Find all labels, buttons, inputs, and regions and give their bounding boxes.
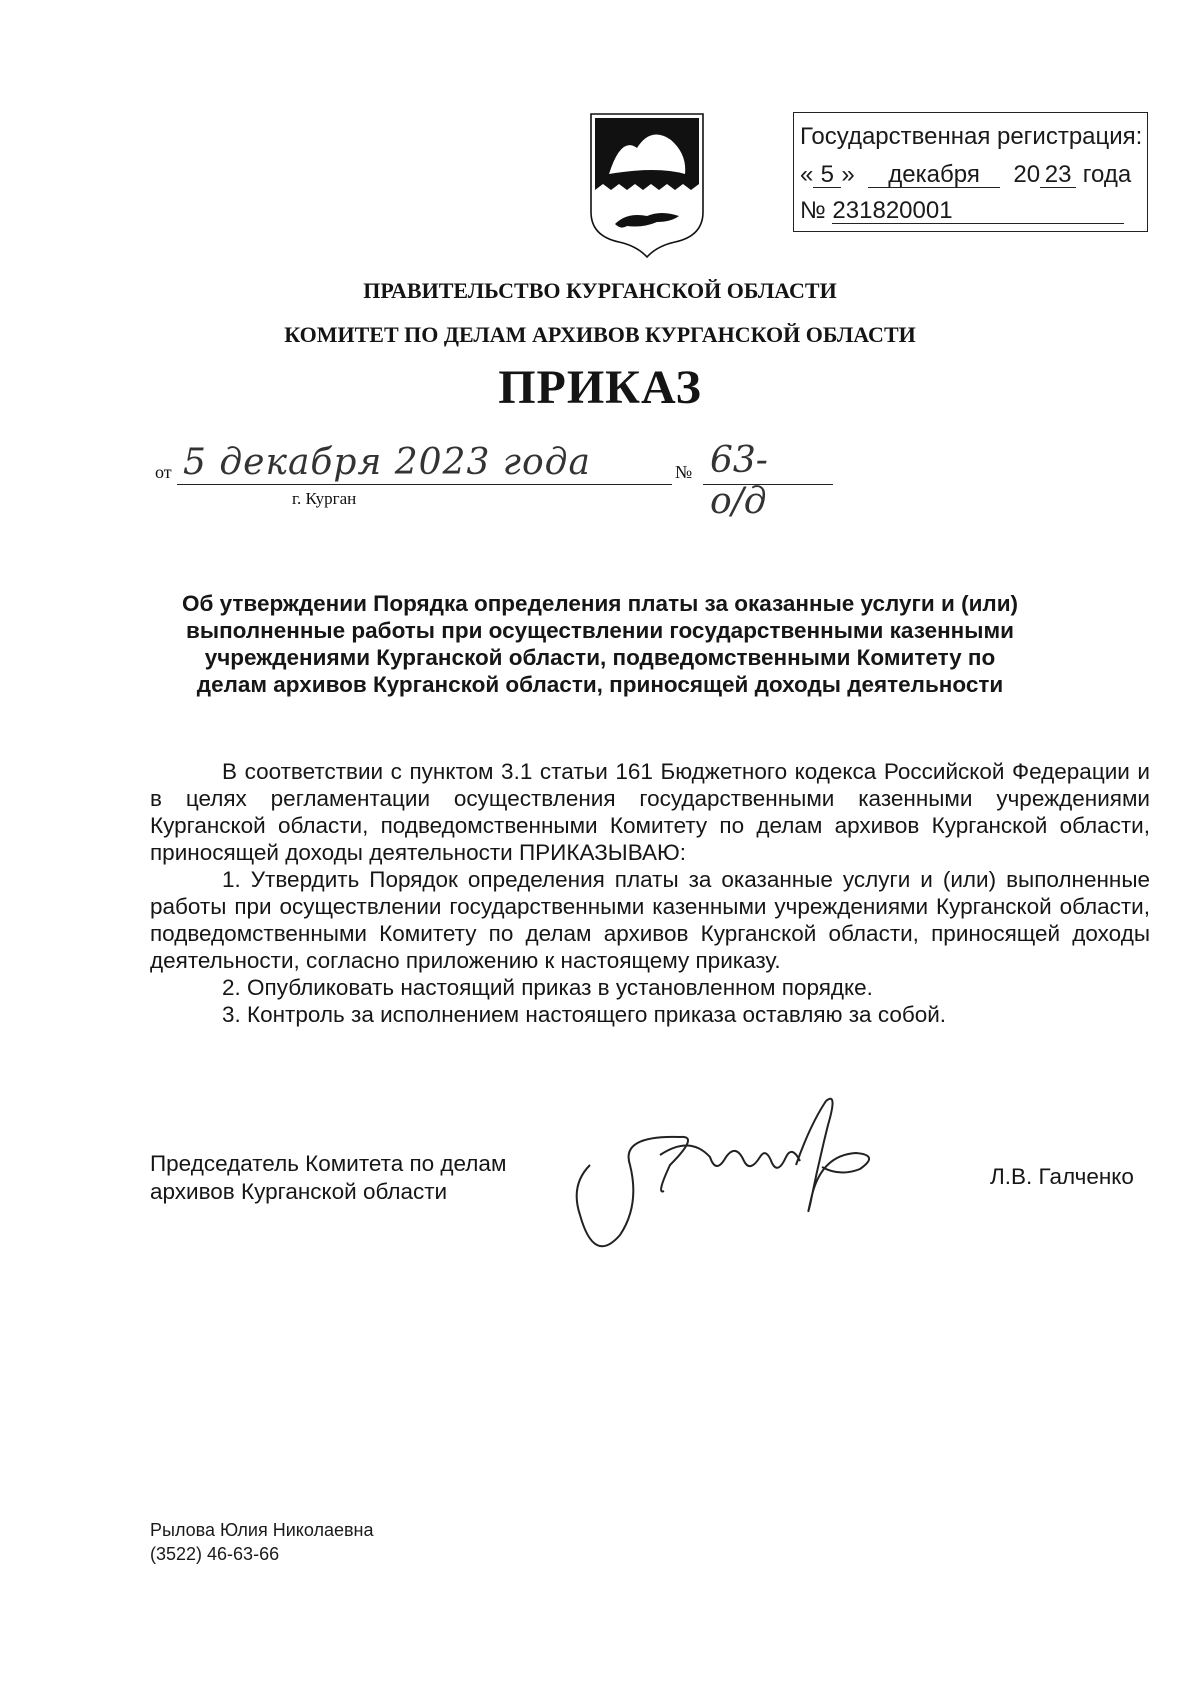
close-quote: » (841, 161, 855, 188)
position-line-2: архивов Курганской области (150, 1179, 448, 1204)
signatory-name: Л.В. Галченко (990, 1164, 1134, 1189)
registration-day: 5 (813, 162, 841, 188)
registration-month: декабря (868, 162, 1000, 188)
handwritten-date: 5 декабря 2023 года (183, 442, 591, 483)
registration-year-suffix: 23 (1040, 162, 1076, 188)
from-label: от (155, 462, 172, 482)
city-label: г. Курган (292, 489, 357, 508)
position-line-1: Председатель Комитета по делам (150, 1151, 507, 1176)
order-item-1: 1. Утвердить Порядок определения платы за оказанные услуги и (или) выполненные работы при осуществлении государственными казенными учреждениями Курганской области, подведомственными Комитету по делам архивов Курганской области, приносящей доходы деятельности, согласно приложению к настоящему приказу. (150, 867, 1150, 973)
registration-number (800, 197, 1124, 225)
order-item-2: 2. Опубликовать настоящий приказ в установленном порядке. (222, 975, 873, 1000)
coat-of-arms-emblem (587, 112, 707, 258)
open-quote: « (800, 161, 814, 188)
government-heading: ПРАВИТЕЛЬСТВО КУРГАНСКОЙ ОБЛАСТИ (363, 278, 837, 303)
registration-year-prefix: 20 (1013, 161, 1041, 188)
order-item-3: 3. Контроль за исполнением настоящего приказа оставляю за собой. (222, 1002, 947, 1027)
executor-info (150, 1518, 374, 1566)
registration-date (800, 161, 1131, 189)
order-title: Об утверждении Порядка определения платы за оказанные услуги и (или) выполненные работы при осуществлении государственными казенными учреждениями Курганской области, подведомственными Комитету по делам архивов Курганской области, приносящей доходы деятельности (181, 591, 1019, 697)
executor-phone: (3522) 46-63-66 (150, 1544, 280, 1564)
order-date-line (155, 440, 768, 522)
signatory-position (150, 1150, 506, 1206)
committee-heading: КОМИТЕТ ПО ДЕЛАМ АРХИВОВ КУРГАНСКОЙ ОБЛАСТИ (284, 322, 916, 347)
registration-label: Государственная регистрация: (800, 123, 1143, 150)
handwritten-signature (560, 1095, 880, 1265)
registration-box (793, 112, 1148, 232)
document-type-title: ПРИКАЗ (498, 361, 702, 414)
order-body (150, 758, 1150, 1028)
number-label: № (675, 462, 693, 482)
executor-name: Рылова Юлия Николаевна (150, 1520, 374, 1540)
preamble-paragraph: В соответствии с пунктом 3.1 статьи 161 Бюджетного кодекса Российской Федерации и в целях регламентации осуществления государственными казенными учреждениями Курганской области, подведомственными Комитету по делам архивов Курганской области, приносящей доходы деятельности ПРИКАЗЫВАЮ: (150, 759, 1150, 865)
registration-year-word: года (1082, 161, 1132, 188)
date-underline (177, 484, 672, 485)
registration-number-value: 231820001 (832, 198, 1124, 224)
handwritten-number: 63-о/д (710, 440, 768, 522)
number-sign: № (800, 197, 826, 224)
